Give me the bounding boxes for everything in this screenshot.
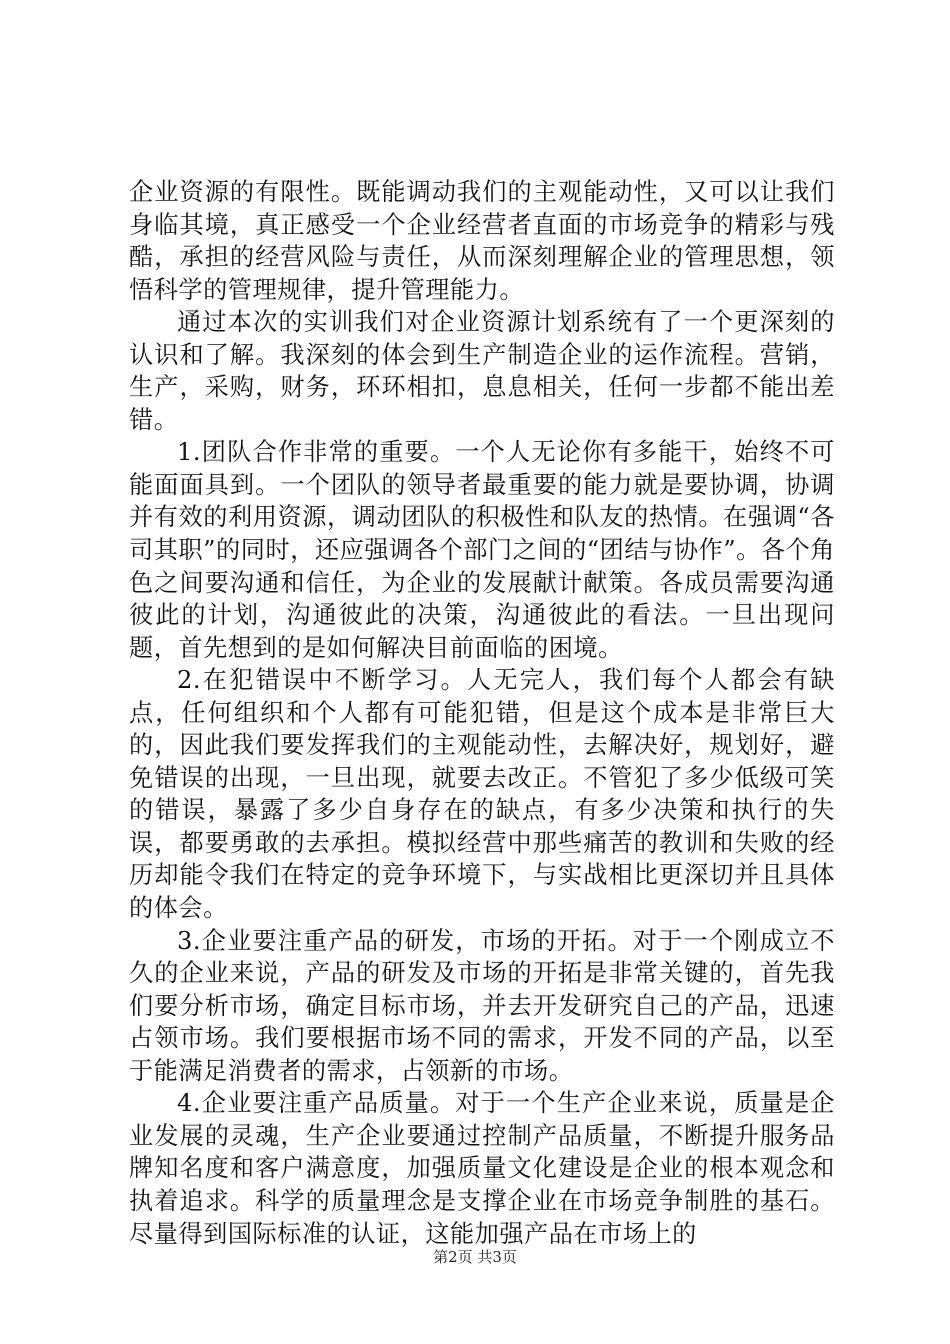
document-body bbox=[129, 176, 835, 1250]
paragraph-intro-continued: 企业资源的有限性。既能调动我们的主观能动性，又可以让我们身临其境，真正感受一个企业经营者直面的市场竞争的精彩与残酷，承担的经营风险与责任，从而深刻理解企业的管理思想，领悟科学的管理规律，提升管理能力。 bbox=[129, 178, 835, 304]
paragraph-point-2-learning-from-mistakes: 2.在犯错误中不断学习。人无完人，我们每个人都会有缺点，任何组织和个人都有可能犯错，但是这个成本是非常巨大的，因此我们要发挥我们的主观能动性，去解决好，规划好，避免错误的出现，一旦出现，就要去改正。不管犯了多少低级可笑的错误，暴露了多少自身存在的缺点，有多少决策和执行的失误，都要勇敢的去承担。模拟经营中那些痛苦的教训和失败的经历却能令我们在特定的竞争环境下，与实战相比更深切并且具体的体会。 bbox=[129, 666, 835, 923]
page-footer: 第2页 共3页 bbox=[433, 1248, 517, 1266]
paragraph-point-1-teamwork: 1.团队合作非常的重要。一个人无论你有多能干，始终不可能面面具到。一个团队的领导者最重要的能力就是要协调，协调并有效的利用资源，调动团队的积极性和队友的热情。在强调“各司其职”的同时，还应强调各个部门之间的“团结与协作”。各个角色之间要沟通和信任，为企业的发展献计献策。各成员需要沟通彼此的计划，沟通彼此的决策，沟通彼此的看法。一旦出现问题，首先想到的是如何解决目前面临的困境。 bbox=[129, 438, 835, 662]
paragraph-training-summary: 通过本次的实训我们对企业资源计划系统有了一个更深刻的认识和了解。我深刻的体会到生产制造企业的运作流程。营销，生产，采购，财务，环环相扣，息息相关，任何一步都不能出差错。 bbox=[129, 308, 835, 434]
paragraph-point-4-product-quality: 4.企业要注重产品质量。对于一个生产企业来说，质量是企业发展的灵魂，生产企业要通过控制产品质量，不断提升服务品牌知名度和客户满意度，加强质量文化建设是企业的根本观念和执着追求。科学的质量理念是支撑企业在市场竞争制胜的基石。尽量得到国际标准的认证，这能加强产品在市场上的 bbox=[129, 1089, 835, 1248]
paragraph-point-3-product-research: 3.企业要注重产品的研发，市场的开拓。对于一个刚成立不久的企业来说，产品的研发及市场的开拓是非常关键的，首先我们要分析市场，确定目标市场，并去开发研究自己的产品，迅速占领市场。我们要根据市场不同的需求，开发不同的产品，以至于能满足消费者的需求，占领新的市场。 bbox=[129, 926, 835, 1085]
